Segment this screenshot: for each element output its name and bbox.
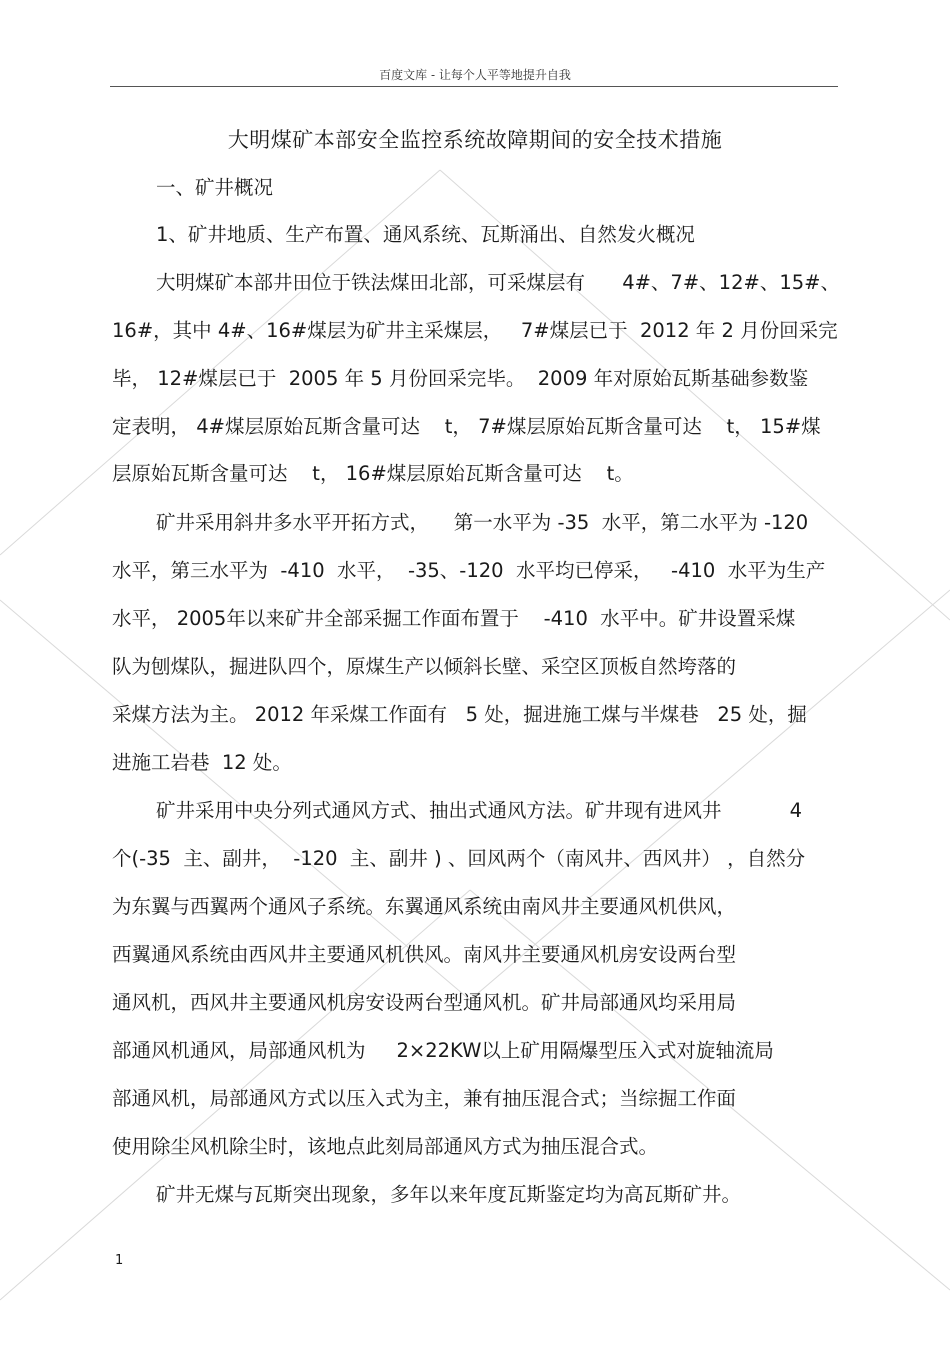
paragraph-line: 采煤方法为主。 2012 年采煤工作面有 5 处，掘进施工煤与半煤巷 25 处，掘 bbox=[112, 703, 807, 726]
paragraph-line: 部通风机，局部通风方式以压入式为主，兼有抽压混合式；当综掘工作面 bbox=[112, 1087, 737, 1110]
paragraph-line: 通风机，西风井主要通风机房安设两台型通风机。矿井局部通风均采用局 bbox=[112, 991, 737, 1014]
paragraph-line: 矿井无煤与瓦斯突出现象，多年以来年度瓦斯鉴定均为高瓦斯矿井。 bbox=[156, 1183, 742, 1206]
paragraph-line: 16#，其中 4#、16#煤层为矿井主采煤层， 7#煤层已于 2012 年 2 月份回采完 bbox=[112, 319, 838, 342]
paragraph-line: 毕， 12#煤层已于 2005 年 5 月份回采完毕。 2009 年对原始瓦斯基础参数鉴 bbox=[112, 367, 809, 390]
paragraph-line: 进施工岩巷 12 处。 bbox=[112, 751, 292, 774]
paragraph-line: 大明煤矿本部井田位于铁法煤田北部，可采煤层有 4#、7#、12#、15#、 bbox=[156, 271, 840, 294]
paragraph-line: 个(-35 主、副井， -120 主、副井 ) 、回风两个（南风井、西风井） ，自然分 bbox=[112, 847, 806, 870]
paragraph-line: 使用除尘风机除尘时，该地点此刻局部通风方式为抽压混合式。 bbox=[112, 1135, 659, 1158]
paragraph-line: 部通风机通风，局部通风机为 2×22KW以上矿用隔爆型压入式对旋轴流局 bbox=[112, 1039, 774, 1062]
paragraph-line: 定表明， 4#煤层原始瓦斯含量可达 t， 7#煤层原始瓦斯含量可达 t， 15#煤 bbox=[112, 415, 821, 438]
paragraph-line: 队为刨煤队，掘进队四个，原煤生产以倾斜长壁、采空区顶板自然垮落的 bbox=[112, 655, 737, 678]
paragraph-line: 水平，第三水平为 -410 水平， -35、-120 水平均已停采， -410 水平为生产 bbox=[112, 559, 826, 582]
paragraph-line: 西翼通风系统由西风井主要通风机供风。南风井主要通风机房安设两台型 bbox=[112, 943, 737, 966]
document-title: 大明煤矿本部安全监控系统故障期间的安全技术措施 bbox=[227, 128, 723, 152]
paragraph-line: 为东翼与西翼两个通风子系统。东翼通风系统由南风井主要通风机供风， bbox=[112, 895, 737, 918]
section-heading: 一、矿井概况 bbox=[156, 176, 274, 199]
page-number: 1 bbox=[115, 1253, 124, 1268]
subsection-heading: 1、矿井地质、生产布置、通风系统、瓦斯涌出、自然发火概况 bbox=[156, 223, 695, 246]
paragraph-line: 层原始瓦斯含量可达 t， 16#煤层原始瓦斯含量可达 t。 bbox=[112, 462, 634, 485]
paragraph-line: 矿井采用斜井多水平开拓方式， 第一水平为 -35 水平，第二水平为 -120 bbox=[156, 511, 809, 534]
paragraph-line: 水平， 2005年以来矿井全部采掘工作面布置于 -410 水平中。矿井设置采煤 bbox=[112, 607, 796, 630]
header-divider bbox=[110, 86, 838, 87]
paragraph-line: 矿井采用中央分列式通风方式、抽出式通风方法。矿井现有进风井 4 bbox=[156, 799, 803, 822]
page-header: 百度文库 - 让每个人平等地提升自我 bbox=[379, 68, 571, 82]
